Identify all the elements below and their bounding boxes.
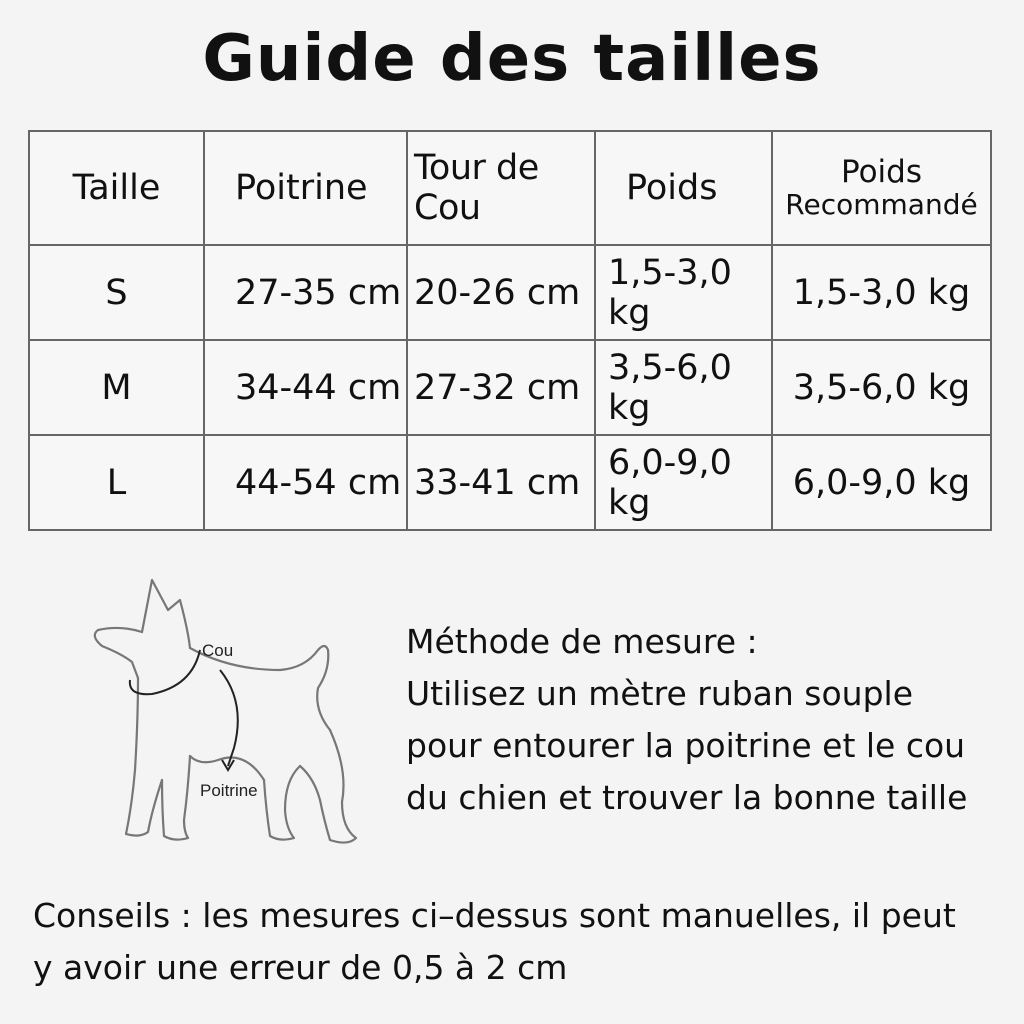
dog-measurement-diagram bbox=[80, 570, 380, 860]
table-cell-chest: 44-54 cm bbox=[204, 435, 407, 530]
size-table bbox=[28, 130, 992, 531]
header-poids-recommande bbox=[772, 131, 991, 245]
header-taille: Taille bbox=[29, 131, 204, 245]
method-line: Utilisez un mètre ruban souple bbox=[406, 674, 914, 713]
method-heading: Méthode de mesure : bbox=[406, 622, 758, 661]
tips bbox=[33, 890, 1018, 994]
tips-line: Conseils : les mesures ci–dessus sont manuelles, il peut bbox=[33, 896, 956, 935]
table-cell-size: S bbox=[29, 245, 204, 340]
table-header-row bbox=[29, 131, 991, 245]
table-cell-weight: 6,0-9,0 kg bbox=[595, 435, 772, 530]
header-poids-recommande-line2: Recommandé bbox=[785, 188, 978, 221]
table-cell-chest: 34-44 cm bbox=[204, 340, 407, 435]
table-cell-weight: 1,5-3,0 kg bbox=[595, 245, 772, 340]
table-row bbox=[29, 340, 991, 435]
table-cell-recommended-weight: 6,0-9,0 kg bbox=[772, 435, 991, 530]
header-tour-de-cou: Tour de Cou bbox=[407, 131, 595, 245]
table-cell-size: L bbox=[29, 435, 204, 530]
dog-outline-icon bbox=[80, 570, 380, 860]
method-line: pour entourer la poitrine et le cou bbox=[406, 726, 966, 765]
header-poids: Poids bbox=[595, 131, 772, 245]
table-cell-neck: 20-26 cm bbox=[407, 245, 595, 340]
table-row bbox=[29, 435, 991, 530]
table-cell-neck: 27-32 cm bbox=[407, 340, 595, 435]
method-line: du chien et trouver la bonne taille bbox=[406, 778, 968, 817]
table-row bbox=[29, 245, 991, 340]
header-poids-recommande-line1: Poids bbox=[841, 154, 922, 190]
table-cell-size: M bbox=[29, 340, 204, 435]
table-cell-neck: 33-41 cm bbox=[407, 435, 595, 530]
chest-label: Poitrine bbox=[200, 781, 258, 800]
page-title: Guide des tailles bbox=[202, 22, 822, 96]
table-cell-weight: 3,5-6,0 kg bbox=[595, 340, 772, 435]
tips-line: y avoir une erreur de 0,5 à 2 cm bbox=[33, 948, 568, 987]
measurement-method bbox=[406, 616, 1016, 824]
table-cell-chest: 27-35 cm bbox=[204, 245, 407, 340]
table-cell-recommended-weight: 1,5-3,0 kg bbox=[772, 245, 991, 340]
table-cell-recommended-weight: 3,5-6,0 kg bbox=[772, 340, 991, 435]
header-poitrine: Poitrine bbox=[204, 131, 407, 245]
neck-label: Cou bbox=[202, 641, 234, 660]
